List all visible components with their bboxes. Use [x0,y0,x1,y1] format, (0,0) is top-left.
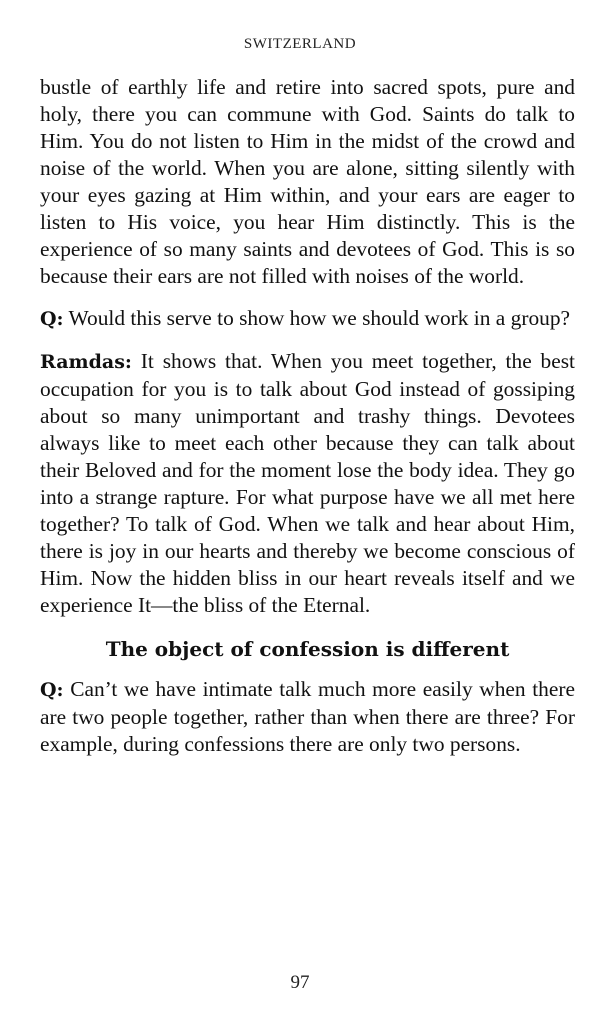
question-paragraph-2 [40,676,575,758]
question-text: Can’t we have intimate talk much more easily when there are two people together, rather than when there are three? For example, during confessions there are only two persons. [40,677,575,756]
answer-text: It shows that. When you meet together, the best occupation for you is to talk about God instead of gossiping about so many unimportant and trashy things. Devotees always like to meet each other because they can talk about their Beloved and for the moment lose the body idea. They go into a strange rapture. For what purpose have we all met here together? To talk of God. When we talk and hear about Him, there is joy in our hearts and thereby we become conscious of Him. Now the hidden bliss in our heart reveals itself and we experience It—the bliss of the Eternal. [40,349,575,617]
running-header: SWITZERLAND [243,36,357,52]
question-text: Would this serve to show how we should work in a group? [63,306,571,330]
speaker-label: Ramdas: [40,351,132,373]
speaker-label: Q: [40,679,64,701]
paragraph-1: bustle of earthly life and retire into sacred spots, pure and holy, there you can commune with God. Saints do talk to Him. You do not listen to Him in the midst of the crowd and noise of the world. When you are alone, sitting silently with your eyes gazing at Him within, and your ears are eager to listen to His voice, you hear Him distinctly. This is the experience of so many saints and devotees of God. This is so because their ears are not filled with noises of the world. [40,75,575,288]
answer-paragraph-1 [40,348,575,619]
speaker-label: Q: [40,308,64,330]
section-heading: The object of confession is different [105,637,510,661]
page-body [40,74,575,773]
question-paragraph-1 [40,305,575,333]
page-number: 97 [290,972,310,993]
